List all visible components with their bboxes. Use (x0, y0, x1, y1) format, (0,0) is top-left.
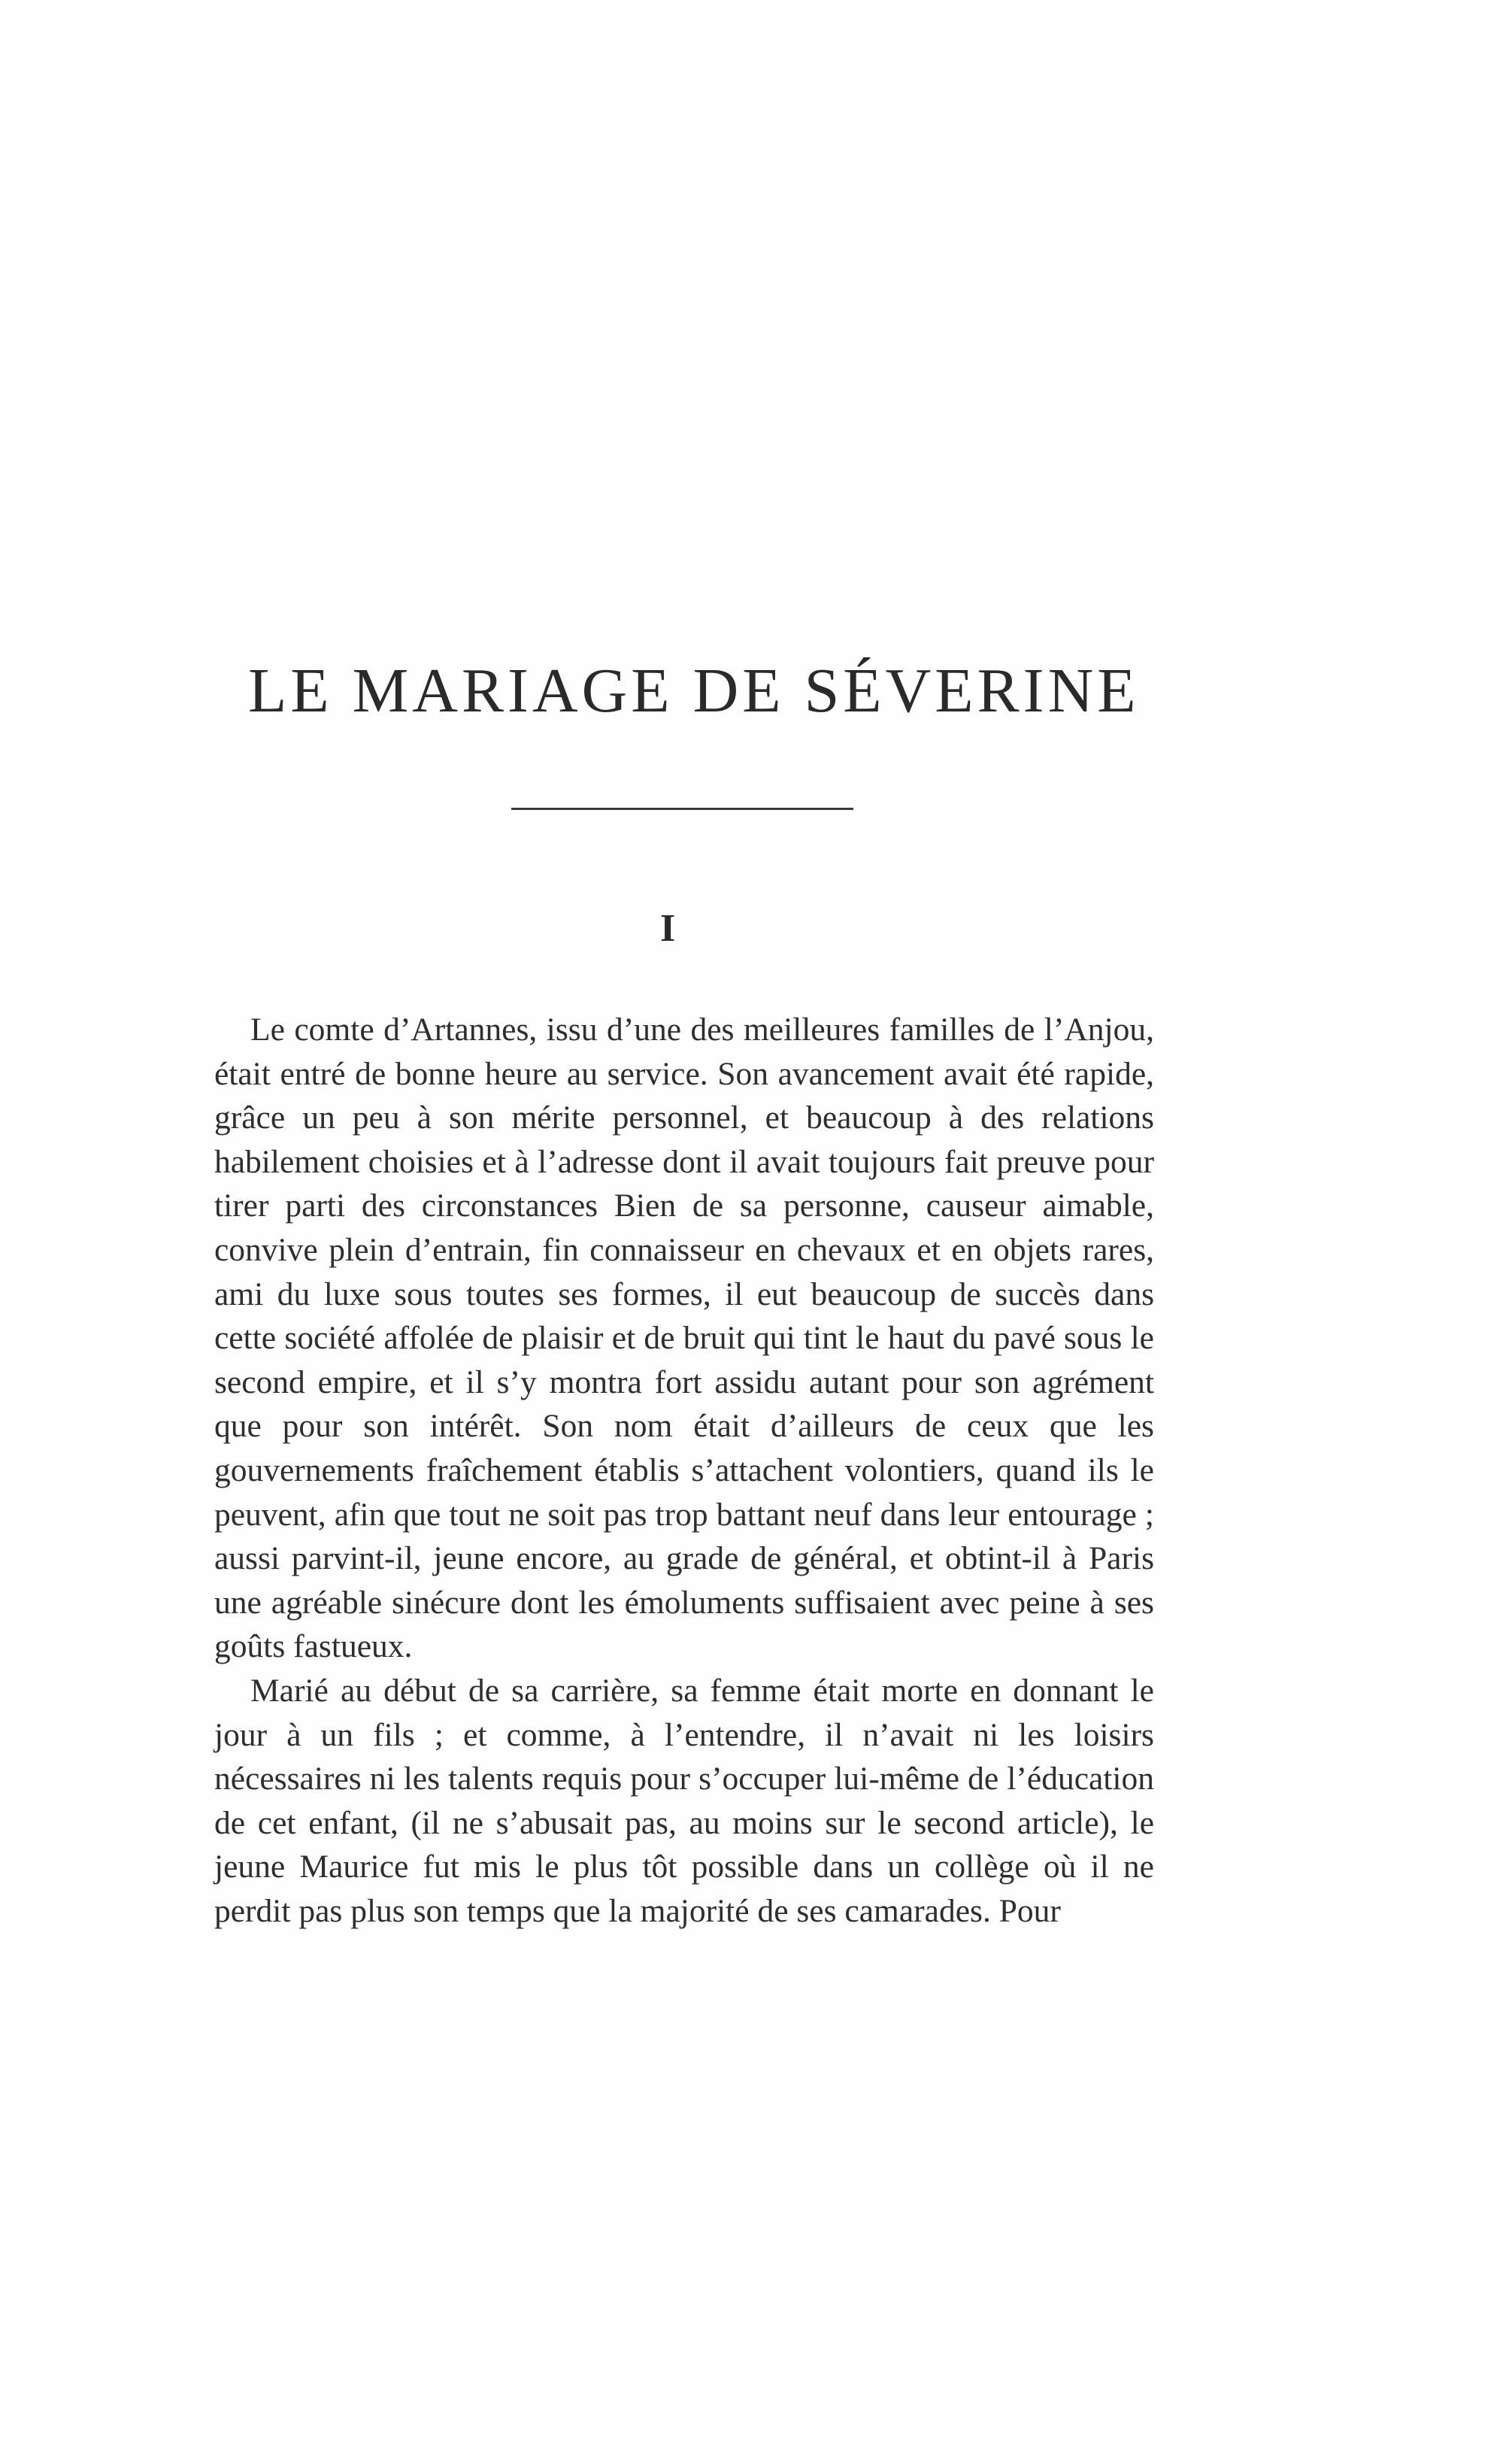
title-rule (511, 808, 853, 810)
page-title: LE MARIAGE DE SÉVERINE (248, 656, 1140, 726)
body-text (214, 1008, 1154, 1933)
paragraph-2: Marié au début de sa carrière, sa femme était morte en donnant le jour à un fils ; et comme, à l’entendre, il n’avait ni les loisirs nécessaires ni les talents requis pour s’occuper lui-même de l’éducation de cet enfant, (il ne s’abusait pas, au moins sur le second article), le jeune Maurice fut mis le plus tôt possible dans un collège où il ne perdit pas plus son temps que la majorité de ses camarades. Pour (214, 1672, 1154, 1929)
chapter-number: I (660, 907, 676, 950)
paragraph-1: Le comte d’Artannes, issu d’une des meilleures familles de l’Anjou, était entré de bonne heure au service. Son avancement avait été rapide, grâce un peu à son mérite personnel, et beaucoup à des relations habilement choisies et à l’adresse dont il avait toujours fait preuve pour tirer parti des circonstances Bien de sa personne, causeur aimable, convive plein d’entrain, fin connaisseur en chevaux et en objets rares, ami du luxe sous toutes ses formes, il eut beaucoup de succès dans cette société affolée de plaisir et de bruit qui tint le haut du pavé sous le second empire, et il s’y montra fort assidu autant pour son agrément que pour son intérêt. Son nom était d’ailleurs de ceux que les gouvernements fraîchement établis s’attachent volontiers, quand ils le peuvent, afin que tout ne soit pas trop battant neuf dans leur entourage ; aussi parvint-il, jeune encore, au grade de général, et obtint-il à Paris une agréable sinécure dont les émoluments suffisaient avec peine à ses goûts fastueux. (214, 1012, 1154, 1665)
